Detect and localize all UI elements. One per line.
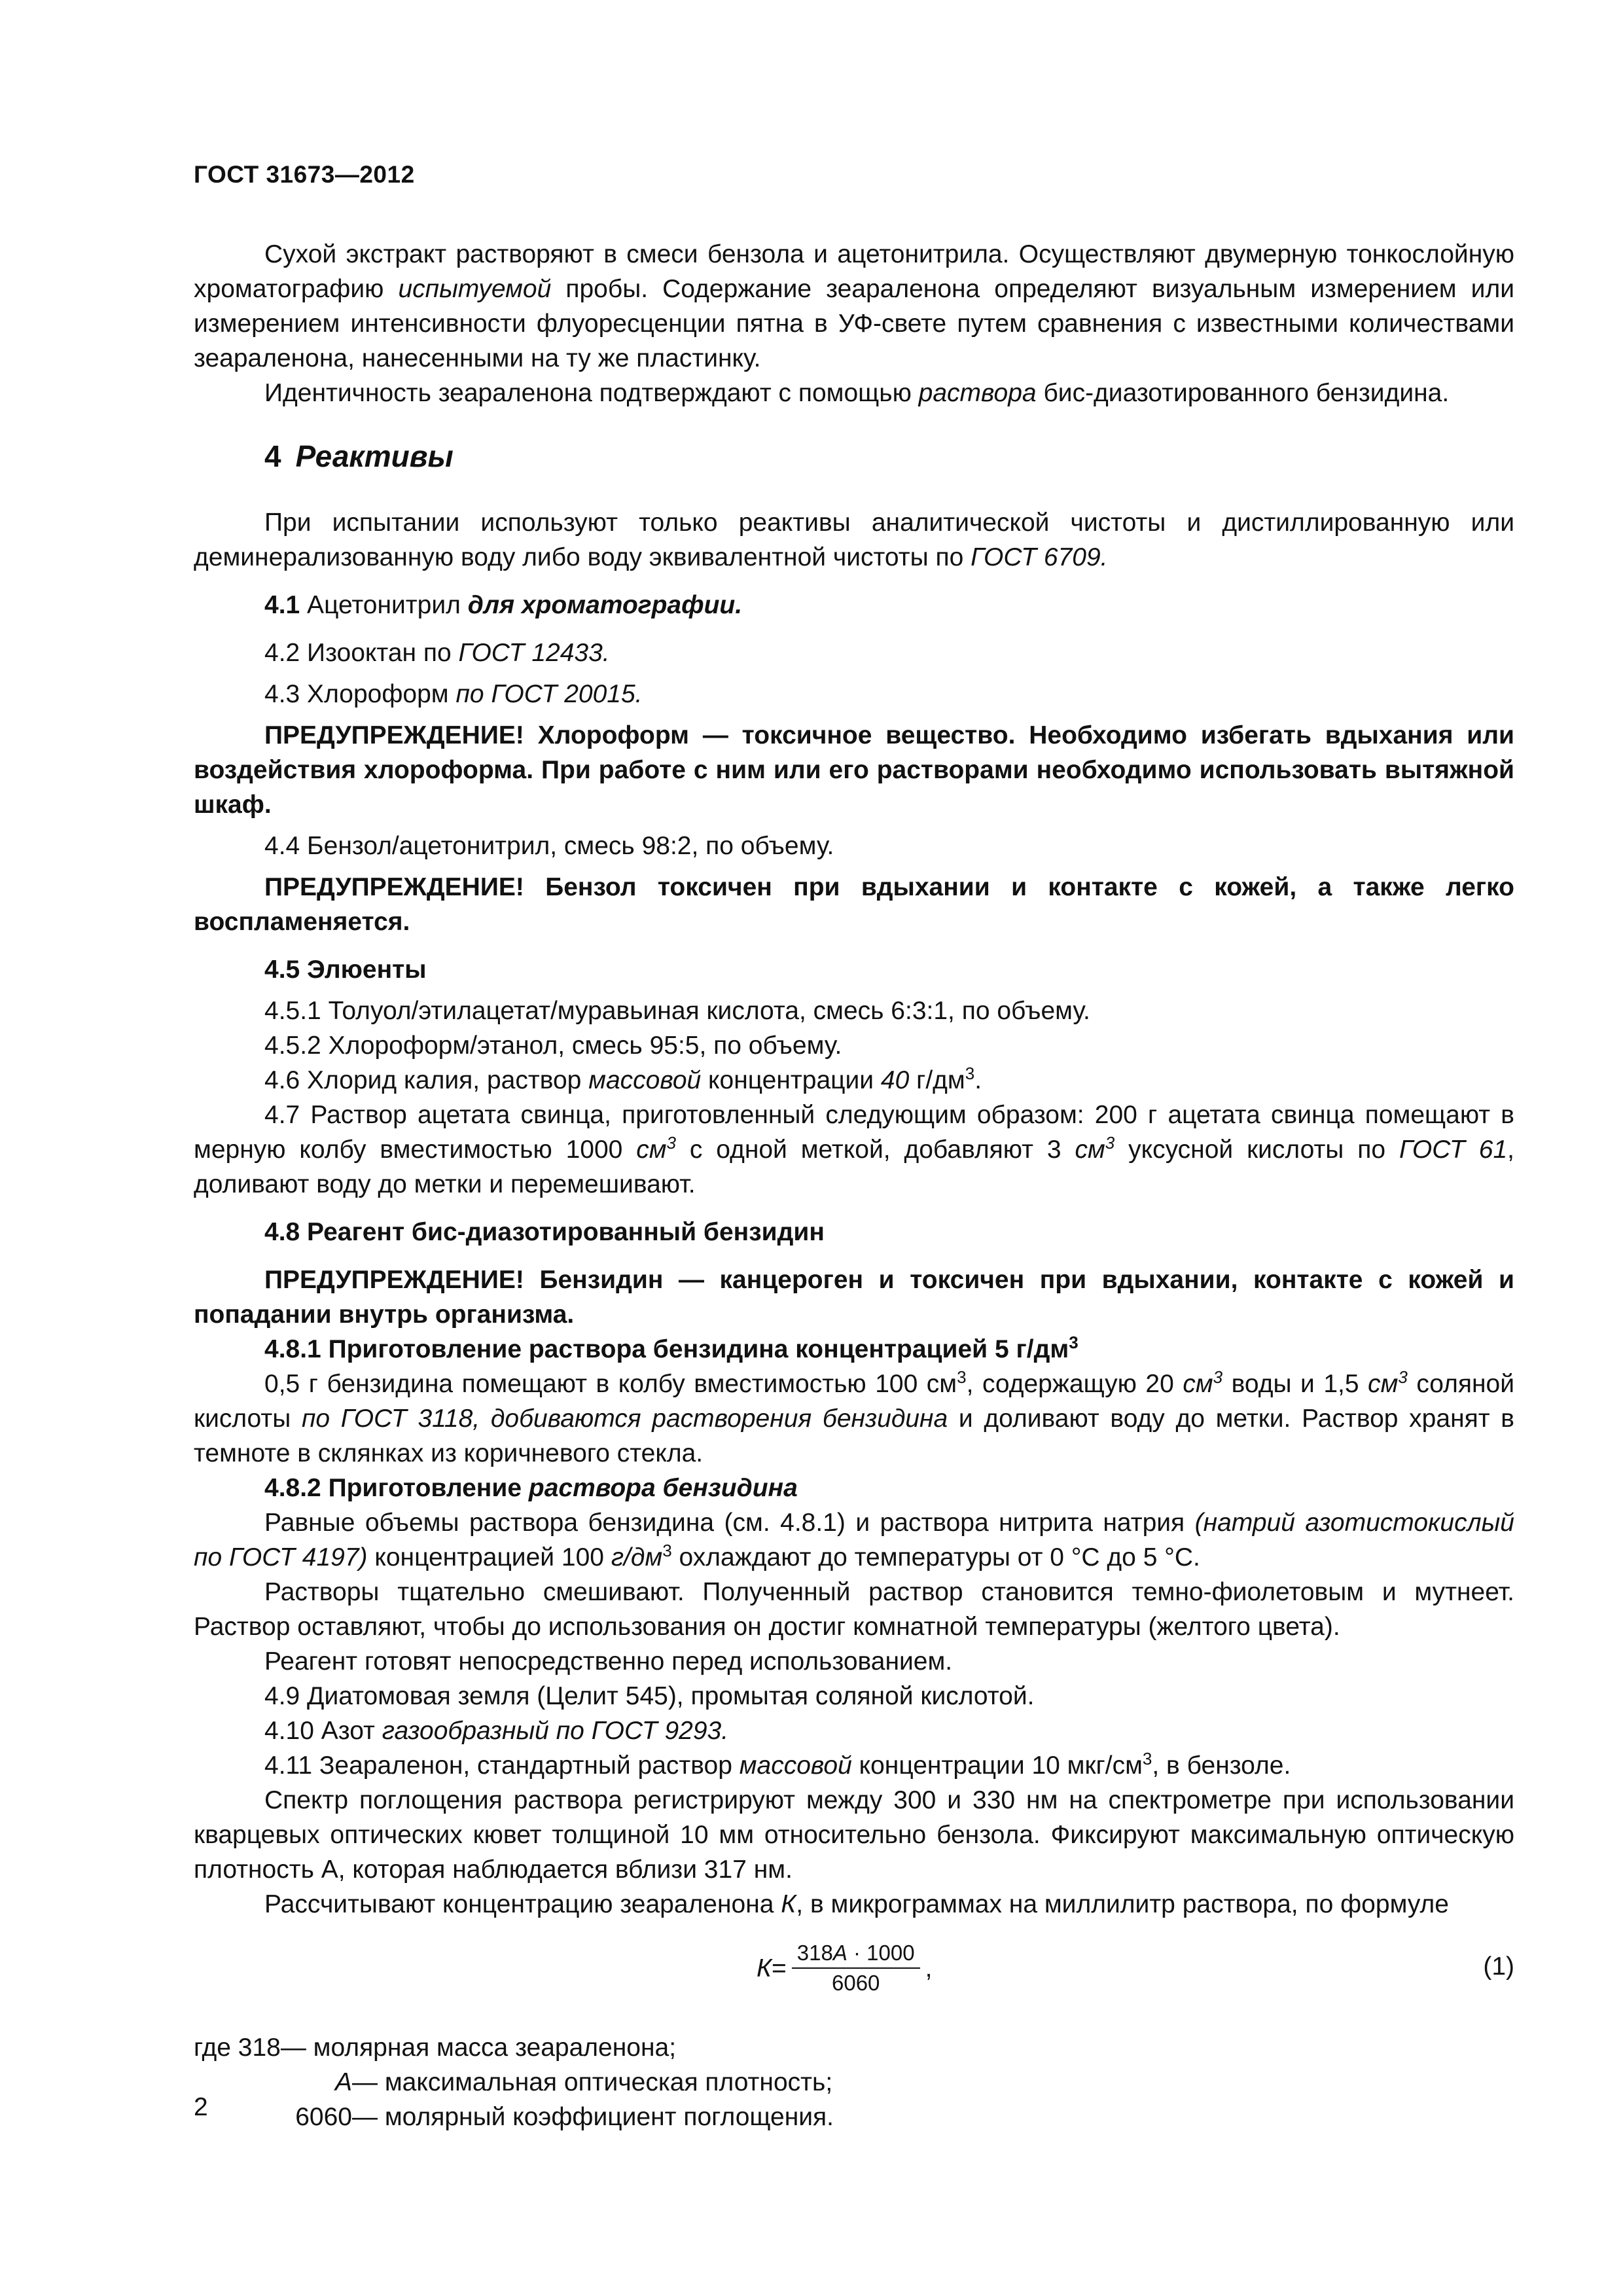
text: Сухой экстракт растворяют в смеси бензола и ацетонитрила. Осуществляют двумерную тонкослойную хроматографию (194, 240, 1514, 303)
formula-numerator (792, 1939, 920, 1969)
text: концентрации (701, 1066, 881, 1094)
text: Идентичность зеараленона подтверждают с помощью (264, 379, 919, 407)
where-definition: — максимальная оптическая плотность; (352, 2068, 833, 2096)
item-4-11 (194, 1748, 1514, 1783)
text: . (974, 1066, 982, 1094)
text: При испытании используют только реактивы аналитической чистоты и дистиллированную или деминерализованную воду либо воду эквивалентной чистоты по (194, 509, 1514, 571)
warning-benzidine: ПРЕДУПРЕЖДЕНИЕ! Бензидин — канцероген и токсичен при вдыхании, контакте с кожей и попадании внутрь организма. (194, 1266, 1514, 1329)
item-4-8-2 (194, 1471, 1514, 1505)
where-item (194, 2100, 1514, 2134)
text: 4.8.2 Приготовление (264, 1474, 529, 1502)
spectrum-paragraph: Спектр поглощения раствора регистрируют между 300 и 330 нм на спектрометре при использовании кварцевых оптических кювет толщиной 10 мм относительно бензола. Фиксируют максимальную оптическую плотность А, которая наблюдается вблизи 317 нм. (194, 1786, 1514, 1884)
text: 4.7 Раствор ацетата свинца, приготовленный следующим образом: 200 г ацетата свинца помещают в мерную колбу вместимостью 1000 (194, 1101, 1514, 1164)
text: Ацетонитрил (300, 591, 468, 619)
text: · 1000 (847, 1941, 915, 1965)
superscript: 3 (662, 1541, 672, 1560)
where-definition: — молярная масса зеараленона; (280, 2034, 677, 2062)
text-italic: газообразный по ГОСТ 9293. (382, 1717, 729, 1745)
text-italic: ГОСТ 6709. (971, 543, 1108, 571)
where-list (194, 2030, 1514, 2134)
item-4-5: 4.5 Элюенты (264, 956, 427, 984)
item-4-5-1: 4.5.1 Толуол/этилацетат/муравьиная кислота, смесь 6:3:1, по объему. (264, 997, 1090, 1025)
text-italic: см (1075, 1136, 1105, 1164)
text-italic: массовой (739, 1751, 852, 1780)
text-italic: массовой (588, 1066, 702, 1094)
item-4-8: 4.8 Реагент бис-диазотированный бензидин (264, 1218, 825, 1246)
warning-chloroform: ПРЕДУПРЕЖДЕНИЕ! Хлороформ — токсичное вещество. Необходимо избегать вдыхания или воздействия хлороформа. При работе с ним или его растворами необходимо использовать вытяжной шкаф. (194, 721, 1514, 819)
section-number: 4 (264, 439, 281, 473)
superscript: 3 (965, 1064, 975, 1083)
page-number: 2 (194, 2093, 208, 2121)
item-number: 4.1 (264, 591, 300, 619)
text: , в бензоле. (1152, 1751, 1291, 1780)
text-bold-italic: для хроматографии. (467, 591, 743, 619)
paragraph-4-8-2-a (194, 1505, 1514, 1575)
text-italic: ГОСТ 61 (1399, 1136, 1508, 1164)
paragraph-4-8-2-b: Растворы тщательно смешивают. Полученный раствор становится темно-фиолетовым и мутнеет. Раствор оставляют, чтобы до использования он достиг комнатной температуры (желтого цвета). (194, 1578, 1514, 1641)
text: 4.2 Изооктан по (264, 639, 459, 667)
text: , в микрограммах на миллилитр раствора, по формуле (796, 1890, 1449, 1918)
text: 4.3 Хлороформ (264, 680, 456, 708)
formula-block (194, 1936, 1514, 2008)
text: 4.8.1 Приготовление раствора бензидина концентрацией 5 г/дм (264, 1335, 1069, 1363)
text: 318 (796, 1941, 833, 1965)
where-term: 6060 (295, 2103, 352, 2131)
intro-paragraph-1 (194, 237, 1514, 376)
text-italic: раствора (918, 379, 1037, 407)
paragraph-4-8-1 (194, 1367, 1514, 1471)
item-4-3 (194, 677, 1514, 711)
where-term: А (334, 2068, 352, 2096)
text-italic: 40 (880, 1066, 910, 1094)
text: 4.6 Хлорид калия, раствор (264, 1066, 589, 1094)
section-title: Реактивы (295, 439, 454, 473)
equation-number: (1) (1483, 1952, 1514, 1981)
item-4-4: 4.4 Бензол/ацетонитрил, смесь 98:2, по объему. (264, 832, 834, 860)
text: 0,5 г бензидина помещают в колбу вместимостью 100 см (264, 1370, 957, 1398)
text: 4.11 Зеараленон, стандартный раствор (264, 1751, 740, 1780)
item-4-9: 4.9 Диатомовая земля (Целит 545), промытая соляной кислотой. (264, 1682, 1035, 1710)
text: уксусной кислоты по (1115, 1136, 1399, 1164)
text-italic: по ГОСТ 20015. (455, 680, 643, 708)
text-italic: испытуемой (398, 275, 552, 303)
text: с одной меткой, добавляют 3 (675, 1136, 1075, 1164)
reagents-intro (194, 505, 1514, 575)
text-italic: К (781, 1890, 796, 1918)
text-italic: ГОСТ 12433. (458, 639, 610, 667)
item-4-7 (194, 1098, 1514, 1202)
text: , доливают воду до метки и перемешивают. (194, 1136, 1514, 1198)
text: охлаждают до температуры от 0 °С до 5 °С. (671, 1543, 1200, 1571)
item-4-2 (194, 636, 1514, 670)
formula (757, 1939, 932, 1998)
text: концентрацией 100 (367, 1543, 611, 1571)
warning-benzene: ПРЕДУПРЕЖДЕНИЕ! Бензол токсичен при вдыхании и контакте с кожей, а также легко воспламеняется. (194, 873, 1514, 936)
calculation-paragraph (194, 1887, 1514, 1922)
where-definition: — молярный коэффициент поглощения. (352, 2103, 834, 2131)
text: Равные объемы раствора бензидина (см. 4.8.1) и раствора нитрита натрия (264, 1509, 1195, 1537)
text-italic: А (832, 1941, 847, 1965)
where-item (194, 2065, 1514, 2100)
superscript: 3 (666, 1133, 676, 1153)
text: , содержащую 20 (966, 1370, 1183, 1398)
superscript: 3 (1213, 1367, 1223, 1387)
superscript: 3 (1142, 1749, 1152, 1768)
text: воды и 1,5 (1222, 1370, 1368, 1398)
text: Рассчитывают концентрацию зеараленона (264, 1890, 781, 1918)
item-4-8-1 (194, 1332, 1514, 1367)
formula-equals: = (772, 1954, 787, 1982)
text-italic: по ГОСТ 3118, добиваются растворения бензидина (301, 1405, 948, 1433)
text: и доливают воду до метки. Раствор хранят в темноте в склянках из коричневого стекла. (194, 1405, 1514, 1467)
formula-lhs: К (757, 1954, 772, 1982)
text: соляной кислоты (194, 1370, 1514, 1433)
formula-fraction (792, 1939, 920, 1998)
text-italic: см (636, 1136, 667, 1164)
item-4-6 (194, 1063, 1514, 1098)
formula-tail: , (925, 1954, 933, 1982)
superscript: 3 (1398, 1367, 1408, 1387)
text-italic: г/дм (611, 1543, 663, 1571)
text-italic: см (1368, 1370, 1399, 1398)
text: г/дм (909, 1066, 965, 1094)
superscript: 3 (957, 1367, 967, 1387)
superscript: 3 (1069, 1333, 1079, 1352)
section-heading (264, 439, 1514, 474)
item-4-5-2: 4.5.2 Хлороформ/этанол, смесь 95:5, по объему. (264, 1031, 842, 1060)
text-italic: см (1183, 1370, 1213, 1398)
formula-denominator: 6060 (831, 1971, 880, 1995)
paragraph-4-8-2-c: Реагент готовят непосредственно перед использованием. (264, 1647, 953, 1676)
document-header: ГОСТ 31673—2012 (194, 161, 415, 188)
document-body (194, 237, 1514, 2134)
text: бис-диазотированного бензидина. (1036, 379, 1450, 407)
item-4-1 (194, 588, 1514, 622)
superscript: 3 (1105, 1133, 1115, 1153)
where-term: где 318 (194, 2034, 281, 2062)
text-bold-italic: раствора бензидина (528, 1474, 798, 1502)
text: пробы. Содержание зеараленона определяют визуальным измерением или измерением интенсивности флуоресценции пятна в УФ-свете путем сравнения с известными количествами зеараленона, нанесенными на ту же пластинку. (194, 275, 1514, 372)
text-italic: (натрий азотистокислый по ГОСТ 4197) (194, 1509, 1514, 1571)
item-4-10 (194, 1713, 1514, 1748)
text: 4.10 Азот (264, 1717, 382, 1745)
intro-paragraph-2 (194, 376, 1514, 410)
where-item (194, 2030, 1514, 2065)
text: концентрации 10 мкг/см (851, 1751, 1143, 1780)
